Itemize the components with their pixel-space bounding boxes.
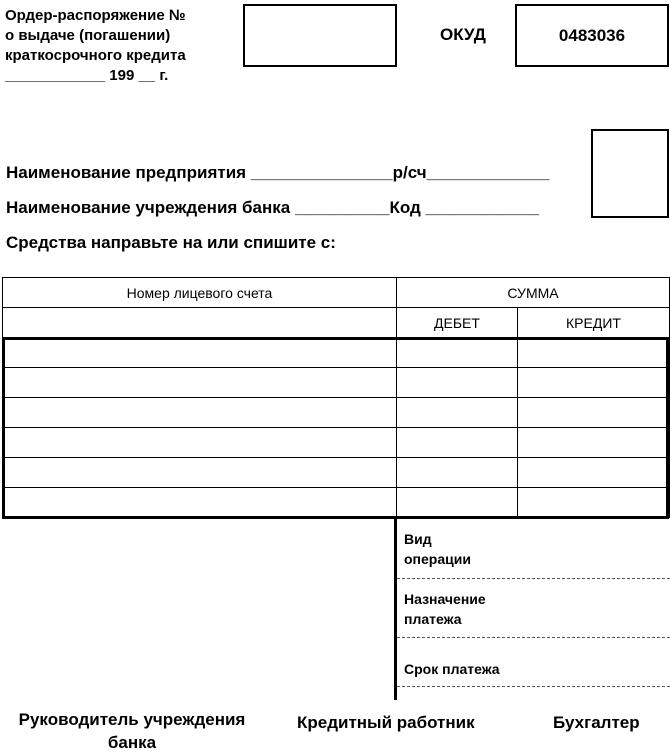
account-cell[interactable] bbox=[3, 368, 397, 398]
credit-officer-signature: Кредитный работник bbox=[297, 713, 475, 732]
account-cell[interactable] bbox=[3, 398, 397, 428]
operation-type-label-2: операции bbox=[404, 551, 471, 567]
operation-dash-2 bbox=[397, 637, 670, 638]
credit-cell[interactable] bbox=[518, 428, 670, 458]
table-row bbox=[3, 338, 670, 368]
debit-cell[interactable] bbox=[397, 428, 518, 458]
account-number-subheader bbox=[3, 308, 397, 338]
credit-header: КРЕДИТ bbox=[518, 308, 670, 338]
operation-dash-3 bbox=[397, 686, 670, 687]
table-row bbox=[3, 458, 670, 488]
enterprise-field[interactable]: Наименование предприятия _______________р/сч_____________ bbox=[6, 163, 550, 182]
credit-cell[interactable] bbox=[518, 458, 670, 488]
direct-funds-label: Средства направьте на или спишите с: bbox=[6, 233, 336, 252]
table-row bbox=[3, 368, 670, 398]
operation-type-label-1: Вид bbox=[404, 531, 432, 547]
accountant-signature: Бухгалтер bbox=[553, 713, 640, 732]
operation-divider bbox=[394, 518, 397, 700]
debit-cell[interactable] bbox=[397, 458, 518, 488]
code-box[interactable] bbox=[591, 129, 669, 218]
bank-field[interactable]: Наименование учреждения банка __________Код ____________ bbox=[6, 198, 540, 217]
table-row bbox=[3, 488, 670, 518]
payment-purpose-label-2: платежа bbox=[404, 611, 462, 627]
okud-code-box bbox=[515, 4, 669, 67]
account-cell[interactable] bbox=[3, 458, 397, 488]
account-number-header: Номер лицевого счета bbox=[3, 278, 397, 308]
debit-cell[interactable] bbox=[397, 338, 518, 368]
sum-header: СУММА bbox=[397, 278, 670, 308]
bank-head-label-2: банка bbox=[107, 733, 157, 752]
credit-cell[interactable] bbox=[518, 368, 670, 398]
debit-cell[interactable] bbox=[397, 488, 518, 518]
account-cell[interactable] bbox=[3, 488, 397, 518]
order-title-line-3: краткосрочного кредита bbox=[5, 47, 186, 64]
account-cell[interactable] bbox=[3, 428, 397, 458]
operation-dash-1 bbox=[397, 578, 670, 579]
table-body bbox=[3, 338, 670, 518]
debit-cell[interactable] bbox=[397, 398, 518, 428]
table-row bbox=[3, 428, 670, 458]
payment-purpose-label-1: Назначение bbox=[404, 591, 486, 607]
payment-term-label: Срок платежа bbox=[404, 661, 500, 677]
bank-head-label-1: Руководитель учреждения bbox=[18, 710, 246, 729]
account-cell[interactable] bbox=[3, 338, 397, 368]
debit-cell[interactable] bbox=[397, 368, 518, 398]
okud-label: ОКУД bbox=[440, 25, 486, 44]
order-number-box[interactable] bbox=[243, 4, 397, 67]
credit-cell[interactable] bbox=[518, 398, 670, 428]
accounts-table bbox=[2, 277, 670, 518]
order-title-line-1: Ордер-распоряжение № bbox=[5, 7, 186, 24]
debit-header: ДЕБЕТ bbox=[397, 308, 518, 338]
okud-code: 0483036 bbox=[558, 25, 626, 45]
bank-head-signature bbox=[0, 708, 264, 754]
order-date-line: ____________ 199 __ г. bbox=[5, 67, 169, 84]
credit-cell[interactable] bbox=[518, 488, 670, 518]
table-row bbox=[3, 398, 670, 428]
credit-cell[interactable] bbox=[518, 338, 670, 368]
order-title-line-2: о выдаче (погашении) bbox=[5, 27, 171, 44]
